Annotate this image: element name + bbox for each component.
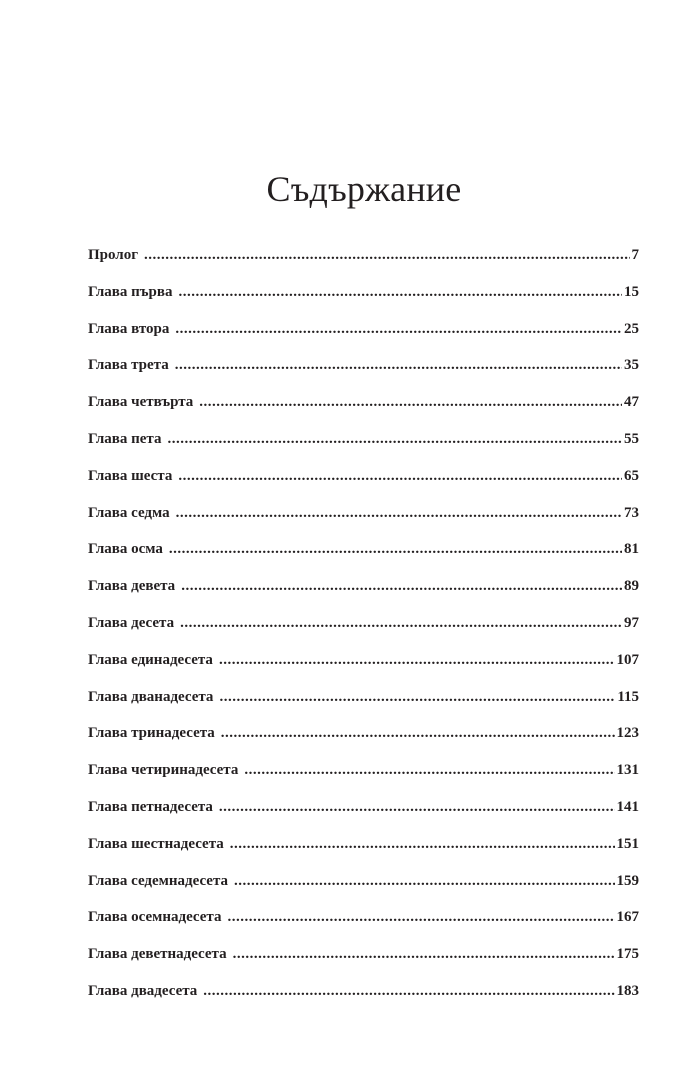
dot-leader <box>219 687 615 707</box>
toc-entry-label: Глава осма <box>88 541 163 558</box>
toc-entry <box>88 429 639 466</box>
toc-entry <box>88 981 639 1018</box>
toc-entry <box>88 613 639 650</box>
toc-entry-page: 35 <box>624 357 639 374</box>
toc-entry-page: 167 <box>616 909 639 926</box>
dot-leader <box>199 392 622 412</box>
toc-entry-label: Глава първа <box>88 283 173 300</box>
toc-entry-label: Глава девета <box>88 578 176 595</box>
toc-entry-page: 7 <box>631 247 639 263</box>
dot-leader <box>219 650 615 670</box>
toc-entry-label: Глава единадесета <box>88 651 213 668</box>
toc-entry <box>88 797 639 834</box>
toc-entry-label: Глава четвърта <box>88 394 194 411</box>
toc-entry <box>88 466 639 503</box>
dot-leader <box>181 576 622 596</box>
toc-entry <box>88 245 639 282</box>
toc-entry-page: 175 <box>616 946 639 963</box>
dot-leader <box>178 466 622 486</box>
toc-entry-label: Глава деветнадесета <box>88 946 227 963</box>
dot-leader <box>234 871 614 891</box>
dot-leader <box>175 319 622 339</box>
toc-entry-label: Глава втора <box>88 320 170 337</box>
toc-entry-page: 123 <box>616 725 639 742</box>
toc-entry-label: Глава десета <box>88 614 175 631</box>
table-of-contents <box>88 245 639 1018</box>
toc-entry <box>88 319 639 356</box>
dot-leader <box>144 245 629 265</box>
dot-leader <box>221 723 615 743</box>
toc-entry-label: Глава дванадесета <box>88 688 214 705</box>
toc-entry <box>88 392 639 429</box>
dot-leader <box>219 797 615 817</box>
dot-leader <box>175 355 622 375</box>
toc-entry-page: 15 <box>624 283 639 300</box>
toc-entry-label: Пролог <box>88 247 139 263</box>
toc-entry-page: 107 <box>616 651 639 668</box>
dot-leader <box>230 834 615 854</box>
toc-entry-label: Глава пета <box>88 430 162 447</box>
toc-entry <box>88 944 639 981</box>
dot-leader <box>178 282 622 302</box>
toc-entry-label: Глава шестнадесета <box>88 835 224 852</box>
dot-leader <box>233 944 615 964</box>
toc-entry-page: 65 <box>624 467 639 484</box>
toc-entry-page: 55 <box>624 430 639 447</box>
toc-entry-page: 97 <box>624 614 639 631</box>
toc-entry <box>88 871 639 908</box>
toc-entry <box>88 503 639 540</box>
toc-entry-page: 73 <box>624 504 639 521</box>
toc-entry-label: Глава трета <box>88 357 169 374</box>
toc-entry <box>88 282 639 319</box>
toc-entry-page: 115 <box>617 688 639 705</box>
dot-leader <box>180 613 622 633</box>
toc-entry <box>88 907 639 944</box>
dot-leader <box>227 907 614 927</box>
toc-entry-label: Глава осемнадесета <box>88 909 222 926</box>
toc-entry <box>88 834 639 871</box>
toc-entry-page: 141 <box>616 798 639 815</box>
toc-entry-label: Глава тринадесета <box>88 725 215 742</box>
toc-entry <box>88 576 639 613</box>
toc-entry <box>88 723 639 760</box>
toc-entry-page: 47 <box>624 394 639 411</box>
toc-entry-page: 25 <box>624 320 639 337</box>
toc-entry <box>88 650 639 687</box>
toc-entry-page: 183 <box>616 982 639 999</box>
page-title: Съдържание <box>266 169 462 209</box>
dot-leader <box>169 539 622 559</box>
toc-entry-page: 159 <box>616 872 639 889</box>
toc-entry <box>88 355 639 392</box>
toc-entry-label: Глава седемнадесета <box>88 872 229 889</box>
dot-leader <box>167 429 622 449</box>
toc-entry-label: Глава четиринадесета <box>88 762 239 779</box>
toc-entry <box>88 687 639 724</box>
toc-entry-label: Глава шеста <box>88 467 173 484</box>
toc-entry <box>88 760 639 797</box>
toc-entry-page: 89 <box>624 578 639 595</box>
dot-leader <box>176 503 622 523</box>
toc-entry-page: 131 <box>616 762 639 779</box>
toc-entry <box>88 539 639 576</box>
toc-entry-label: Глава седма <box>88 504 170 521</box>
dot-leader <box>244 760 614 780</box>
dot-leader <box>203 981 614 1001</box>
toc-entry-label: Глава двадесета <box>88 982 198 999</box>
toc-entry-page: 151 <box>616 835 639 852</box>
toc-entry-page: 81 <box>624 541 639 558</box>
toc-entry-label: Глава петнадесета <box>88 798 213 815</box>
